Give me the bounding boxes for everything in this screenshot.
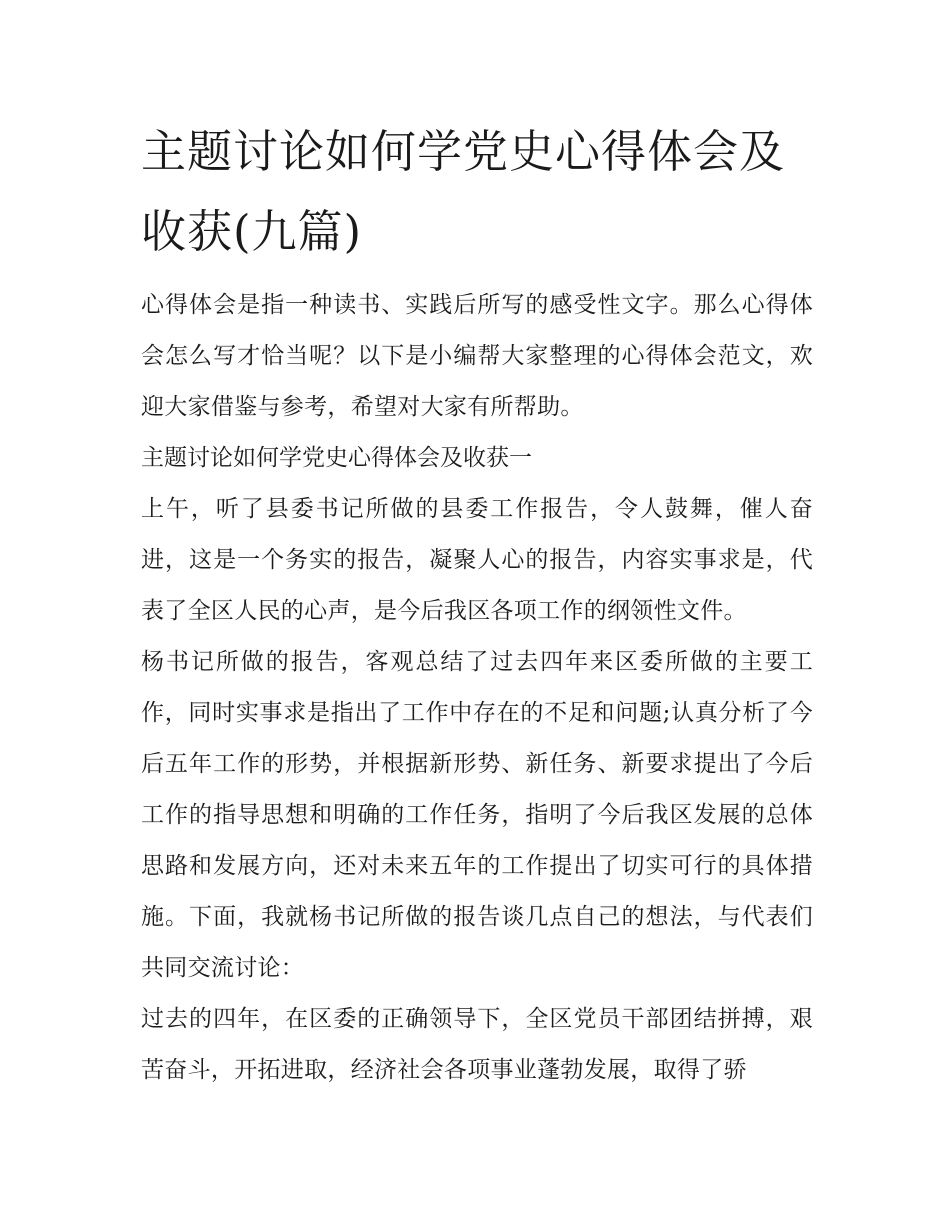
- intro-paragraph: 心得体会是指一种读书、实践后所写的感受性文字。那么心得体会怎么写才恰当呢？以下是小编帮大家整理的心得体会范文，欢迎大家借鉴与参考，希望对大家有所帮助。: [141, 292, 813, 420]
- body-paragraph-2: 杨书记所做的报告，客观总结了过去四年来区委所做的主要工作，同时实事求是指出了工作中存在的不足和问题;认真分析了今后五年工作的形势，并根据新形势、新任务、新要求提出了今后工作的指导思想和明确的工作任务，指明了今后我区发展的总体思路和发展方向，还对未来五年的工作提出了切实可行的具体措施。下面，我就杨书记所做的报告谈几点自己的想法，与代表们共同交流讨论：: [141, 649, 813, 981]
- document-title: 主题讨论如何学党史心得体会及收获(九篇): [141, 125, 786, 258]
- document-body: [141, 112, 813, 1096]
- body-paragraph-3: 过去的四年，在区委的正确领导下，全区党员干部团结拼搏，艰苦奋斗，开拓进取，经济社会各项事业蓬勃发展，取得了骄: [141, 1006, 813, 1083]
- body-paragraph-1: 上午，听了县委书记所做的县委工作报告，令人鼓舞，催人奋进，这是一个务实的报告，凝聚人心的报告，内容实事求是，代表了全区人民的心声，是今后我区各项工作的纲领性文件。: [141, 496, 813, 624]
- section-heading: 主题讨论如何学党史心得体会及收获一: [141, 445, 532, 471]
